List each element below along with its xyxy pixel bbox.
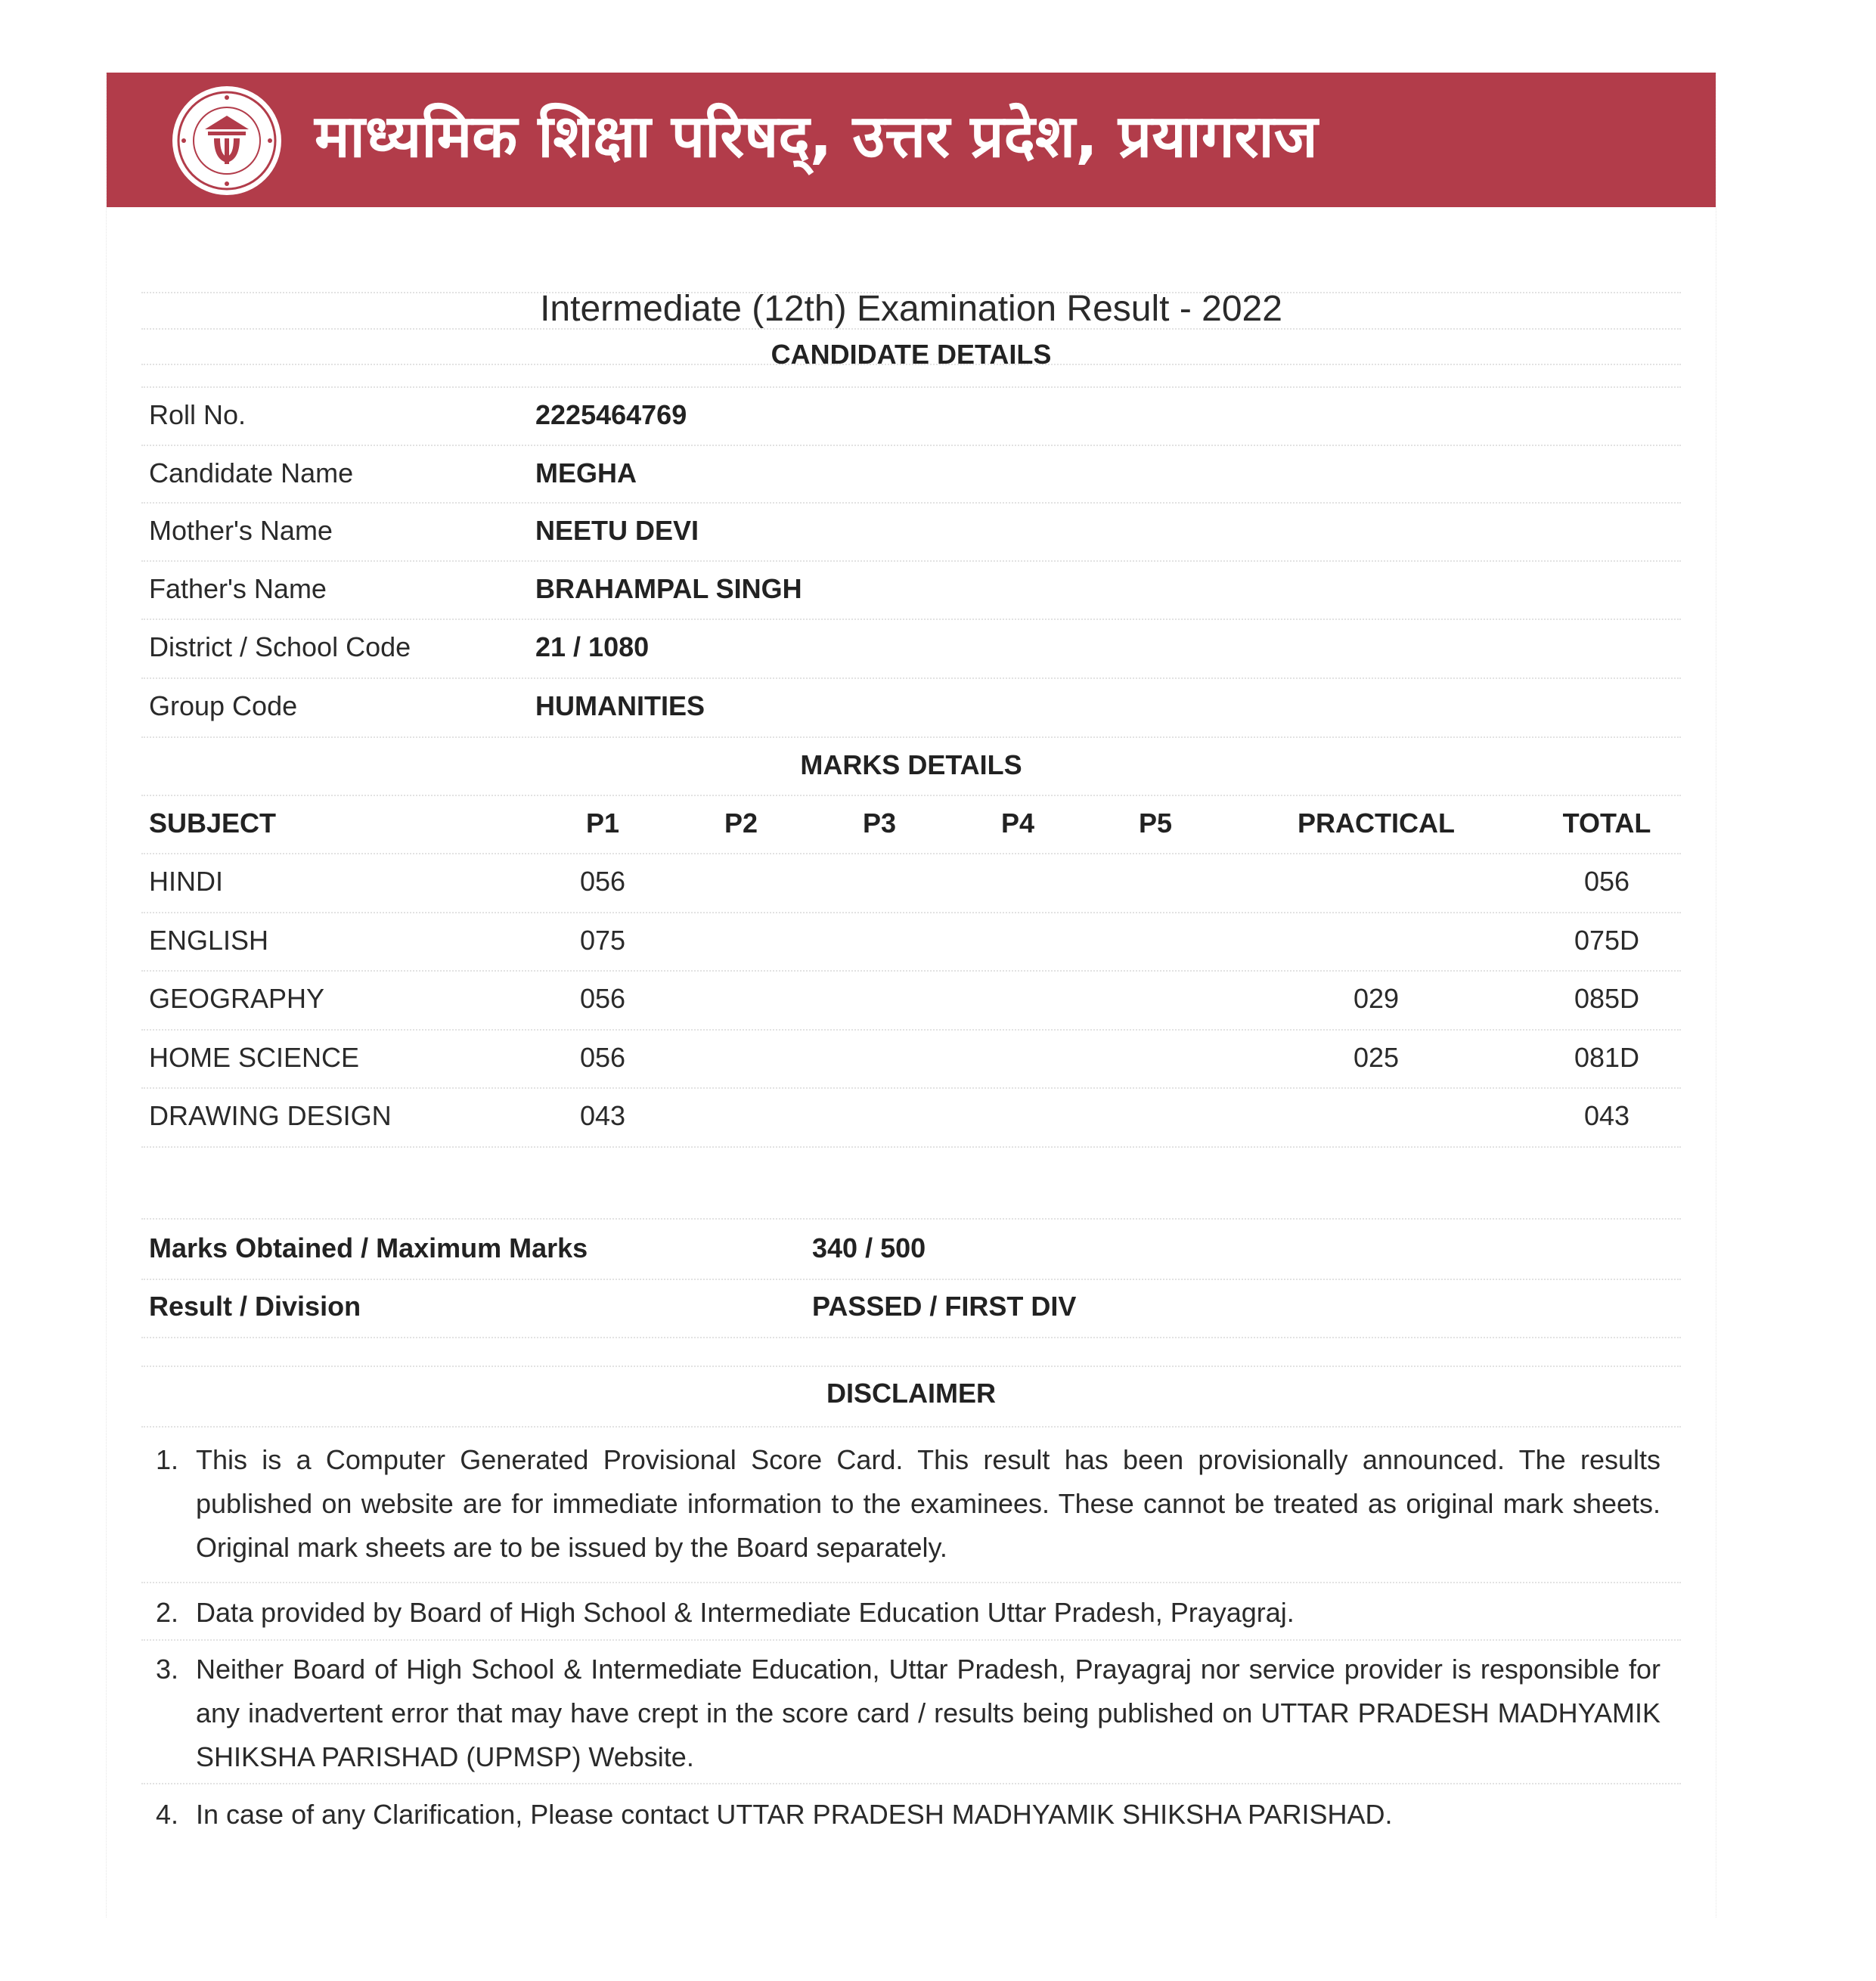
marks-obtained-value: 340 / 500 <box>812 1232 926 1263</box>
column-header-p1: P1 <box>585 808 620 839</box>
column-header-subject: SUBJECT <box>149 808 277 839</box>
marks-details-heading: MARKS DETAILS <box>800 749 1022 780</box>
table-row <box>149 1100 1684 1146</box>
table-row <box>149 983 1684 1028</box>
disclaimer-heading: DISCLAIMER <box>826 1378 996 1409</box>
divider <box>141 1426 1681 1428</box>
board-seal-logo <box>170 84 284 197</box>
p1-cell: 075 <box>579 925 626 956</box>
divider <box>141 795 1681 796</box>
p1-cell: 056 <box>579 866 626 897</box>
divider <box>141 736 1681 738</box>
result-label: Result / Division <box>149 1291 361 1322</box>
field-label: Candidate Name <box>149 457 354 488</box>
field-value: NEETU DEVI <box>535 515 699 546</box>
total-cell: 075D <box>1574 925 1640 956</box>
disclaimer-number: 1. <box>156 1444 179 1475</box>
field-value: 21 / 1080 <box>535 631 650 662</box>
column-header-p2: P2 <box>724 808 758 839</box>
practical-cell: 029 <box>1353 983 1400 1014</box>
candidate-row-name <box>149 457 1684 503</box>
p1-cell: 056 <box>579 1042 626 1073</box>
divider <box>141 1087 1681 1089</box>
column-header-p5: P5 <box>1138 808 1173 839</box>
divider <box>141 386 1681 388</box>
result-value: PASSED / FIRST DIV <box>812 1291 1077 1322</box>
subject-cell: HOME SCIENCE <box>149 1042 360 1073</box>
table-row <box>149 866 1684 911</box>
field-value: MEGHA <box>535 457 637 488</box>
divider <box>141 1029 1681 1031</box>
subject-cell: HINDI <box>149 866 223 897</box>
column-header-practical: PRACTICAL <box>1298 808 1455 839</box>
field-label: Mother's Name <box>149 515 333 546</box>
table-row <box>149 1042 1684 1087</box>
disclaimer-text: This is a Computer Generated Provisional Score Card. This result has been provisionally announced. The results published on website are for immediate information to the examinees. These cannot be treated as original mark sheets. Original mark sheets are to be issued by the Board separately. <box>196 1444 1660 1563</box>
table-row <box>149 925 1684 970</box>
total-cell: 056 <box>1583 866 1630 897</box>
p1-cell: 043 <box>579 1100 626 1131</box>
divider <box>141 1218 1681 1220</box>
disclaimer-number: 4. <box>156 1799 179 1830</box>
disclaimer-item <box>156 1648 1660 1779</box>
candidate-row-mother <box>149 515 1684 560</box>
header-banner <box>107 73 1716 207</box>
field-label: District / School Code <box>149 631 411 662</box>
divider <box>141 1146 1681 1148</box>
exam-title: Intermediate (12th) Examination Result - 2022 <box>540 289 1282 329</box>
divider <box>141 853 1681 854</box>
disclaimer-text: Neither Board of High School & Intermediate Education, Uttar Pradesh, Prayagraj nor service provider is responsible for any inadvertent error that may have crept in the score card / results being published on UTTAR PRADESH MADHYAMIK SHIKSHA PARISHAD (UPMSP) Website. <box>196 1654 1660 1772</box>
divider <box>141 1366 1681 1367</box>
divider <box>141 1279 1681 1280</box>
divider <box>141 677 1681 679</box>
board-name: माध्यमिक शिक्षा परिषद्, उत्तर प्रदेश, प्रयागराज <box>315 103 1318 171</box>
p1-cell: 056 <box>579 983 626 1014</box>
field-label: Group Code <box>149 690 298 721</box>
disclaimer-number: 2. <box>156 1597 179 1628</box>
divider <box>141 970 1681 972</box>
total-cell: 085D <box>1574 983 1640 1014</box>
practical-cell: 025 <box>1353 1042 1400 1073</box>
marks-obtained-label: Marks Obtained / Maximum Marks <box>149 1232 588 1263</box>
field-value: BRAHAMPAL SINGH <box>535 573 802 604</box>
disclaimer-text: In case of any Clarification, Please contact UTTAR PRADESH MADHYAMIK SHIKSHA PARISHAD. <box>196 1799 1393 1830</box>
score-card <box>106 73 1716 1917</box>
divider <box>141 445 1681 446</box>
divider <box>141 1337 1681 1338</box>
divider <box>141 502 1681 504</box>
divider <box>141 1582 1681 1583</box>
field-value: HUMANITIES <box>535 690 705 721</box>
disclaimer-item <box>156 1793 1660 1837</box>
subject-cell: DRAWING DESIGN <box>149 1100 392 1131</box>
divider <box>141 912 1681 913</box>
disclaimer-item <box>156 1591 1660 1635</box>
divider <box>141 1639 1681 1641</box>
disclaimer-number: 3. <box>156 1654 179 1685</box>
subject-cell: ENGLISH <box>149 925 269 956</box>
column-header-p4: P4 <box>1000 808 1035 839</box>
field-label: Father's Name <box>149 573 327 604</box>
total-cell: 081D <box>1574 1042 1640 1073</box>
column-header-p3: P3 <box>862 808 897 839</box>
subject-cell: GEOGRAPHY <box>149 983 325 1014</box>
divider <box>141 292 1681 293</box>
divider <box>141 560 1681 562</box>
divider <box>141 328 1681 330</box>
marks-header-row <box>149 808 1684 853</box>
total-cell: 043 <box>1583 1100 1630 1131</box>
candidate-row-father <box>149 573 1684 618</box>
field-value: 2225464769 <box>535 399 687 430</box>
field-label: Roll No. <box>149 399 247 430</box>
candidate-row-district <box>149 631 1684 677</box>
column-header-total: TOTAL <box>1562 808 1651 839</box>
candidate-row-roll <box>149 399 1684 445</box>
disclaimer-text: Data provided by Board of High School & Intermediate Education Uttar Pradesh, Prayagraj. <box>196 1597 1295 1628</box>
disclaimer-item <box>156 1438 1660 1570</box>
divider <box>141 1783 1681 1784</box>
divider <box>141 618 1681 620</box>
candidate-details-heading: CANDIDATE DETAILS <box>771 339 1052 370</box>
candidate-row-group <box>149 690 1684 736</box>
